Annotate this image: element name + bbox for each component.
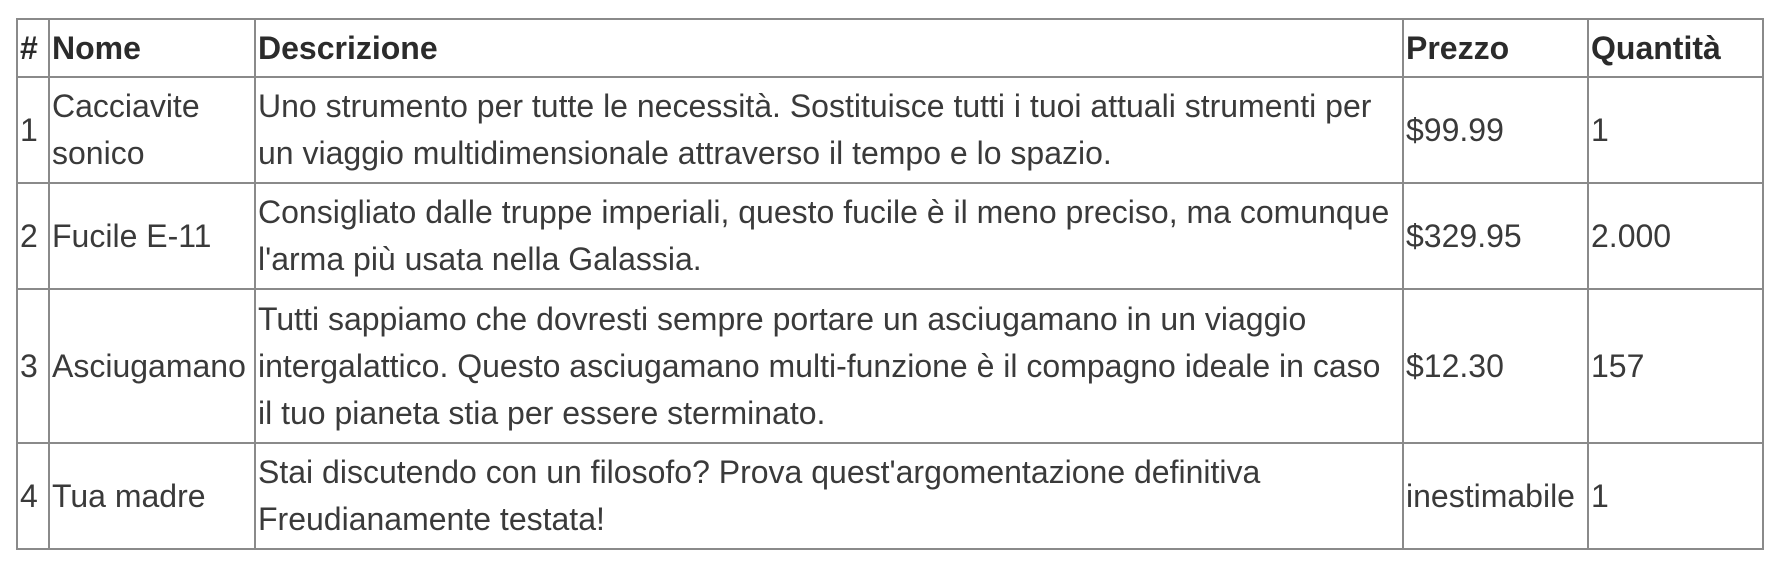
table-body — [17, 77, 1763, 549]
products-table — [16, 18, 1764, 550]
product-quantity: 157 — [1588, 289, 1763, 443]
row-number: 3 — [17, 289, 49, 443]
product-name: Fucile E-11 — [49, 183, 255, 289]
header-name: Nome — [49, 19, 255, 77]
header-price: Prezzo — [1403, 19, 1588, 77]
product-name: Asciugamano — [49, 289, 255, 443]
table-row — [17, 183, 1763, 289]
product-description: Consigliato dalle truppe imperiali, questo fucile è il meno preciso, ma comunque l'arma più usata nella Galassia. — [255, 183, 1403, 289]
product-price: $99.99 — [1403, 77, 1588, 183]
table-row — [17, 443, 1763, 549]
row-number: 2 — [17, 183, 49, 289]
table-row — [17, 77, 1763, 183]
header-number: # — [17, 19, 49, 77]
header-description: Descrizione — [255, 19, 1403, 77]
product-quantity: 1 — [1588, 443, 1763, 549]
product-name: Tua madre — [49, 443, 255, 549]
product-description: Uno strumento per tutte le necessità. Sostituisce tutti i tuoi attuali strumenti per un viaggio multidimensionale attraverso il tempo e lo spazio. — [255, 77, 1403, 183]
product-price: $329.95 — [1403, 183, 1588, 289]
product-quantity: 2.000 — [1588, 183, 1763, 289]
product-quantity: 1 — [1588, 77, 1763, 183]
product-name: Cacciavite sonico — [49, 77, 255, 183]
product-description: Tutti sappiamo che dovresti sempre portare un asciugamano in un viaggio intergalattico. Questo asciugamano multi-funzione è il compagno ideale in caso il tuo pianeta stia per essere sterminato. — [255, 289, 1403, 443]
header-row — [17, 19, 1763, 77]
table-header — [17, 19, 1763, 77]
header-quantity: Quantità — [1588, 19, 1763, 77]
row-number: 1 — [17, 77, 49, 183]
product-price: inestimabile — [1403, 443, 1588, 549]
row-number: 4 — [17, 443, 49, 549]
product-price: $12.30 — [1403, 289, 1588, 443]
table-row — [17, 289, 1763, 443]
product-description: Stai discutendo con un filosofo? Prova quest'argomentazione definitiva Freudianamente testata! — [255, 443, 1403, 549]
